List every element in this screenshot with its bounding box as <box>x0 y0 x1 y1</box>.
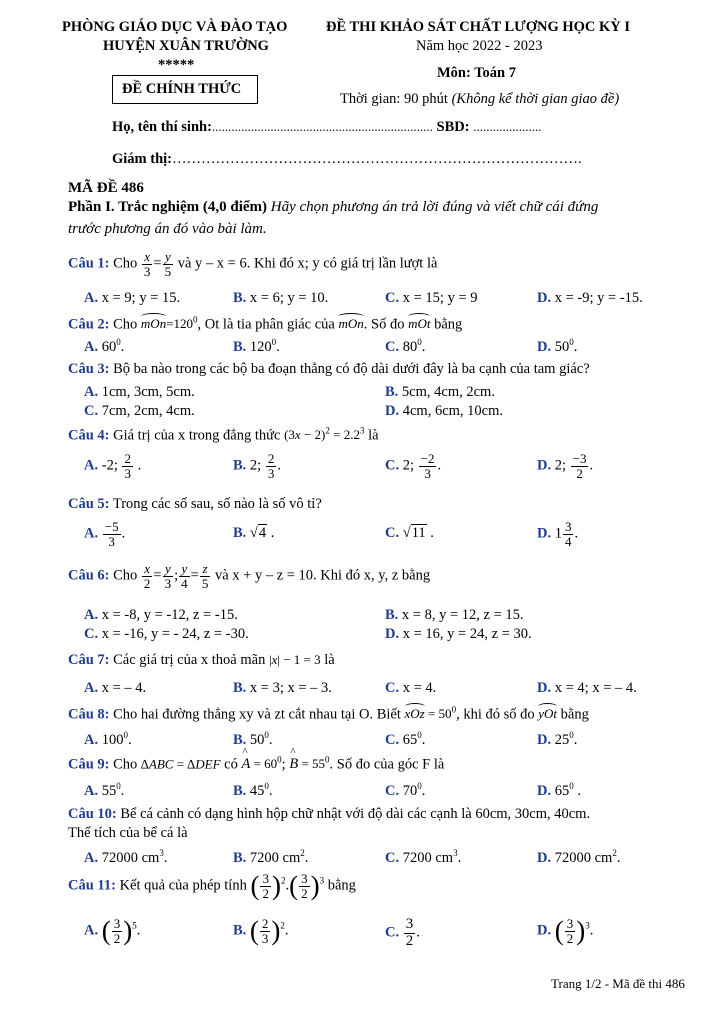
q10-option-c: C. 7200 $cm^3$. <box>385 848 462 866</box>
q2-option-c: C. $80^0$. <box>385 337 426 355</box>
q11-option-c: C. $\frac{3}{2}$ . <box>385 916 420 949</box>
question-4: Câu 4: Giá trị của x trong đẳng thức $(3x - 2)^2 = 2.2^3$ là <box>68 426 379 444</box>
q2-option-b: B. $120^0$. <box>233 337 280 355</box>
q8-option-d: D. $25^0$. <box>537 730 578 748</box>
part1-instr1: Hãy chọn phương án trả lời đúng và viết chữ cái đứng <box>270 199 599 215</box>
q3-option-b: B. 5cm, 4cm, 2cm. <box>385 384 495 400</box>
q7-option-a: A. x = – 4. <box>84 680 147 696</box>
exam-title: ĐỀ THI KHẢO SÁT CHẤT LƯỢNG HỌC KỲ I <box>326 19 631 35</box>
q3-option-c: C. 7cm, 2cm, 4cm. <box>84 403 195 419</box>
q5-option-c: C. √11 . <box>385 525 434 541</box>
q6-option-b: B. x = 8, y = 12, z = 15. <box>385 607 524 623</box>
question-10: Câu 10: Bể cá cảnh có dạng hình hộp chữ nhật với độ dài các cạnh là 60cm, 30cm, 40cm. <box>68 806 591 822</box>
name-dots: .................................................................... <box>211 119 433 134</box>
q8-option-a: A. $100^0$. <box>84 730 132 748</box>
question-5: Câu 5: Trong các số sau, số nào là số vô tỉ? <box>68 496 322 512</box>
q7-option-c: C. x = 4. <box>385 680 437 696</box>
school-year: Năm học 2022 - 2023 <box>416 38 543 54</box>
q10-option-b: B. 7200 $cm^2$. <box>233 848 309 866</box>
q6-option-a: A. x = -8, y = -12, z = -15. <box>84 607 238 623</box>
q8-option-c: C. $65^0$. <box>385 730 426 748</box>
question-11: Câu 11: Kết quả của phép tính ( $\frac{3}{2}$ )$^2$.( $\frac{3}{2}$ )$^3$ bằng <box>68 870 356 901</box>
q5-option-b: B. √4 . <box>233 525 275 541</box>
question-10-line2: Thể tích của bể cá là <box>68 825 188 841</box>
q6-option-c: C. x = -16, y = - 24, z = -30. <box>84 626 249 642</box>
q3-option-d: D. 4cm, 6cm, 10cm. <box>385 403 504 419</box>
q10-option-d: D. 72000 $cm^2$. <box>537 848 621 866</box>
proctor-label: Giám thị: <box>112 151 173 167</box>
q9-option-d: D. $65^0$ . <box>537 781 581 799</box>
q2-option-a: A. $60^0$. <box>84 337 125 355</box>
part1-title: Phần I. Trắc nghiệm (4,0 điểm) <box>68 199 268 215</box>
q4-option-a: A. -2; $\frac{2}{3}$ . <box>84 451 142 481</box>
q11-option-d: D. ( $\frac{3}{2}$ )$^3$. <box>537 915 594 946</box>
q2-option-d: D. $50^0$. <box>537 337 578 355</box>
q10-option-a: A. 72000 $cm^3$. <box>84 848 168 866</box>
question-9: Câu 9: Cho ∆ABC = ∆DEF có ^ $A = 60^0$; ^ $B = 55^0$. Số đo của góc F là <box>68 755 444 773</box>
q9-option-c: C. $70^0$. <box>385 781 426 799</box>
q1-option-c: C. x = 15; y = 9 <box>385 290 478 306</box>
exam-code: MÃ ĐỀ 486 <box>68 180 144 196</box>
q1-option-a: A. x = 9; y = 15. <box>84 290 181 306</box>
sbd-dots: ..................... <box>473 119 542 134</box>
q3-option-a: A. 1cm, 3cm, 5cm. <box>84 384 195 400</box>
q4-option-c: C. 2; $\frac{-2}{3}$ . <box>385 451 442 481</box>
q9-option-a: A. $55^0$. <box>84 781 125 799</box>
sbd-label: SBD: <box>436 119 470 135</box>
q4-option-b: B. 2; $\frac{2}{3}$ . <box>233 451 281 481</box>
q11-option-b: B. ( $\frac{2}{3}$ )$^2$. <box>233 915 289 946</box>
q8-option-b: B. $50^0$. <box>233 730 273 748</box>
question-3: Câu 3: Bộ ba nào trong các bộ ba đoạn thẳng có độ dài dưới đây là ba cạnh của tam giác? <box>68 361 590 377</box>
page-footer: Trang 1/2 - Mã đề thi 486 <box>551 976 685 991</box>
question-1: Câu 1: Cho $\frac{x}{3}$ = $\frac{y}{5}$ và y – x = 6. Khi đó x; y có giá trị lần lượt là <box>68 249 438 279</box>
q9-option-b: B. $45^0$. <box>233 781 273 799</box>
name-label: Họ, tên thí sinh: <box>112 119 212 135</box>
question-7: Câu 7: Các giá trị của x thoả mãn |x| − 1 = 3 là <box>68 652 335 668</box>
q5-option-d: D. 1 $\frac{3}{4}$ . <box>537 519 579 549</box>
q1-option-d: D. x = -9; y = -15. <box>537 290 643 306</box>
time-note: (Không kể thời gian giao đề) <box>451 91 620 107</box>
official-label: ĐỀ CHÍNH THỨC <box>122 81 242 97</box>
q1-option-b: B. x = 6; y = 10. <box>233 290 329 306</box>
q5-option-a: A. $\frac{-5}{3}$ . <box>84 519 126 549</box>
dept-line1: PHÒNG GIÁO DỤC VÀ ĐÀO TẠO <box>62 19 288 35</box>
q7-option-d: D. x = 4; x = – 4. <box>537 680 637 696</box>
q6-option-d: D. x = 16, y = 24, z = 30. <box>385 626 532 642</box>
subject: Môn: Toán 7 <box>437 65 516 81</box>
q7-option-b: B. x = 3; x = – 3. <box>233 680 332 696</box>
dept-line2: HUYỆN XUÂN TRƯỜNG <box>103 38 269 54</box>
question-6: Câu 6: Cho $\frac{x}{2}$ = $\frac{y}{3}$ ; $\frac{y}{4}$ = $\frac{z}{5}$ và x + y – z = 10. Khi đó x, y, z bằng <box>68 561 431 591</box>
part1-instr2: trước phương án đó vào bài làm. <box>68 221 267 237</box>
proctor-dots: …………………………………………………………………………. <box>172 151 582 167</box>
time-main: Thời gian: 90 phút <box>340 91 448 107</box>
stars: ***** <box>158 57 195 73</box>
q11-option-a: A. ( $\frac{3}{2}$ )$^5$. <box>84 915 141 946</box>
question-8: Câu 8: Cho hai đường thẳng xy và zt cắt nhau tại O. Biết xOz = $50^0$, khi đó số đo yOt bằng <box>68 705 589 723</box>
q4-option-d: D. 2; $\frac{-3}{2}$ . <box>537 451 594 481</box>
question-2: Câu 2: Cho $mOn=120^0$, Ot là tia phân giác của mOn. Số đo mOt bằng <box>68 315 463 333</box>
